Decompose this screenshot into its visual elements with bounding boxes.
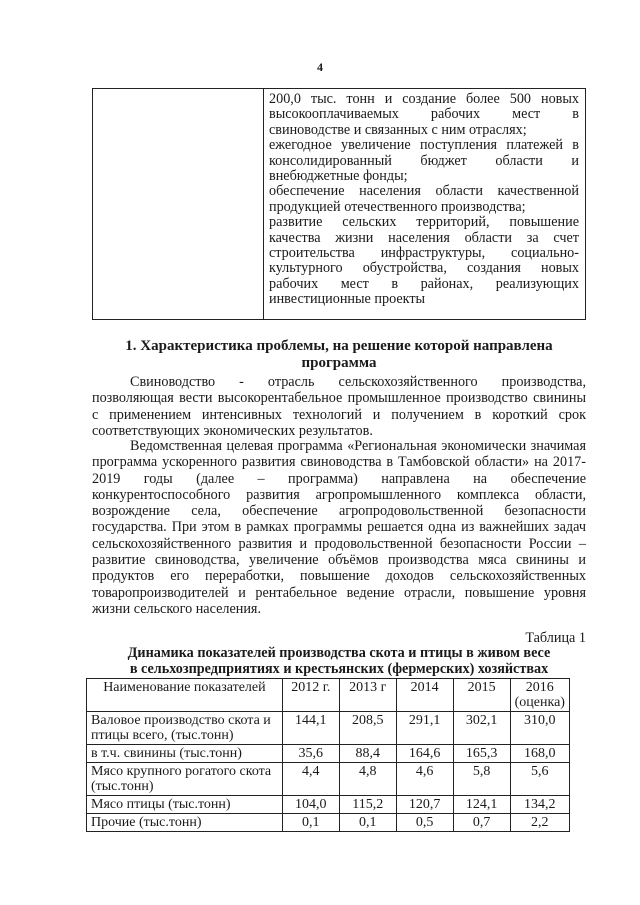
goals-line: строительства инфраструктуры, социально- xyxy=(269,245,579,262)
goals-line: культурного обустройства, создания новых xyxy=(269,260,579,277)
goals-line: консолидированный бюджет области и xyxy=(269,152,579,169)
table-cell: 144,1 xyxy=(282,712,339,745)
goals-line: свиноводстве и связанных с ним отраслях; xyxy=(269,121,527,138)
table-row xyxy=(87,712,570,745)
table-title-line: Динамика показателей производства скота и птицы в живом весе xyxy=(127,645,551,661)
table-title-line: в сельхозпредприятиях и крестьянских (фермерских) хозяйствах xyxy=(129,660,549,677)
paragraph-2 xyxy=(92,438,586,617)
table-title xyxy=(92,646,586,677)
table-cell: 5,6 xyxy=(510,763,569,796)
table-cell: 134,2 xyxy=(510,796,569,814)
row-label: Мясо птицы (тыс.тонн) xyxy=(87,796,283,814)
table-cell: 120,7 xyxy=(396,796,453,814)
table-cell: 302,1 xyxy=(453,712,510,745)
table-cell: 291,1 xyxy=(396,712,453,745)
row-label: Валовое производство скота и птицы всего, (тыс.тонн) xyxy=(87,712,283,745)
table-cell: 4,8 xyxy=(339,763,396,796)
table-row xyxy=(87,814,570,832)
table-cell: 124,1 xyxy=(453,796,510,814)
header-cell: 2013 г xyxy=(339,679,396,712)
table-cell: 4,6 xyxy=(396,763,453,796)
goals-line: развитие сельских территорий, повышение xyxy=(269,214,579,231)
goals-line: внебюджетные фонды; xyxy=(269,168,408,185)
goals-table xyxy=(92,88,586,320)
goals-line: качества жизни населения области за счет xyxy=(269,229,579,246)
table-cell: 104,0 xyxy=(282,796,339,814)
table-cell: 5,8 xyxy=(453,763,510,796)
goals-line: рабочих мест в районах, реализующих xyxy=(269,275,579,292)
table-caption: Таблица 1 xyxy=(525,630,586,646)
header-cell: 2015 xyxy=(453,679,510,712)
table-cell: 208,5 xyxy=(339,712,396,745)
goals-table-empty-cell xyxy=(93,89,264,319)
table-cell: 115,2 xyxy=(339,796,396,814)
paragraph-text: Ведомственная целевая программа «Региональная экономически значимая программа ускоренного развития свиноводства в Тамбовской области» на 2017-2019 годы (далее – программа) направлена на обеспечение конкурентоспособного развития агропромышленного комплекса области, возрождение села, обеспечение агропродовольственной безопасности государства. При этом в рамках программы решается одна из важнейших задач сельскохозяйственного развития и продовольственной безопасности России – развитие свиноводства, увеличение объёмов производства мяса свинины и продуктов его переработки, повышение доходов сельскохозяйственных товаропроизводителей и рентабельное ведение отрасли, повышение уровня жизни сельского населения. xyxy=(92,438,586,617)
table-cell: 2,2 xyxy=(510,814,569,832)
goals-line: ежегодное увеличение поступления платежей в xyxy=(269,137,579,154)
table-cell: 0,5 xyxy=(396,814,453,832)
header-cell: Наименование показателей xyxy=(87,679,283,712)
header-cell: 2012 г. xyxy=(282,679,339,712)
section-title: 1. Характеристика проблемы, на решение которой направлена программа xyxy=(125,338,553,371)
paragraph-text: Свиноводство - отрасль сельскохозяйственного производства, позволяющая вести высокорентабельное промышленное производство свинины с применением интенсивных технологий и получением в короткий срок соответствующих экономических результатов. xyxy=(92,374,586,439)
table-row xyxy=(87,745,570,763)
goals-line: 200,0 тыс. тонн и создание более 500 новых xyxy=(269,91,579,107)
table-header-row xyxy=(87,679,570,712)
table-cell: 4,4 xyxy=(282,763,339,796)
table-cell: 164,6 xyxy=(396,745,453,763)
production-table xyxy=(86,678,570,832)
goals-table-text-cell xyxy=(269,92,579,308)
row-label: в т.ч. свинины (тыс.тонн) xyxy=(87,745,283,763)
table-row xyxy=(87,763,570,796)
goals-line: продукцией отечественного производства; xyxy=(269,198,526,215)
table-cell: 310,0 xyxy=(510,712,569,745)
header-cell: 2016 (оценка) xyxy=(510,679,569,712)
goals-line: высокооплачиваемых рабочих мест в xyxy=(269,106,579,123)
row-label: Прочие (тыс.тонн) xyxy=(87,814,283,832)
goals-line: обеспечение населения области качественной xyxy=(269,183,579,200)
page-number: 4 xyxy=(317,60,323,74)
table-cell: 165,3 xyxy=(453,745,510,763)
table-cell: 0,7 xyxy=(453,814,510,832)
table-cell: 168,0 xyxy=(510,745,569,763)
goals-line: инвестиционные проекты xyxy=(269,291,426,308)
row-label: Мясо крупного рогатого скота (тыс.тонн) xyxy=(87,763,283,796)
table-cell: 88,4 xyxy=(339,745,396,763)
table-cell: 35,6 xyxy=(282,745,339,763)
table-cell: 0,1 xyxy=(339,814,396,832)
table-row xyxy=(87,796,570,814)
table-cell: 0,1 xyxy=(282,814,339,832)
header-cell: 2014 xyxy=(396,679,453,712)
paragraph-1 xyxy=(92,374,586,439)
